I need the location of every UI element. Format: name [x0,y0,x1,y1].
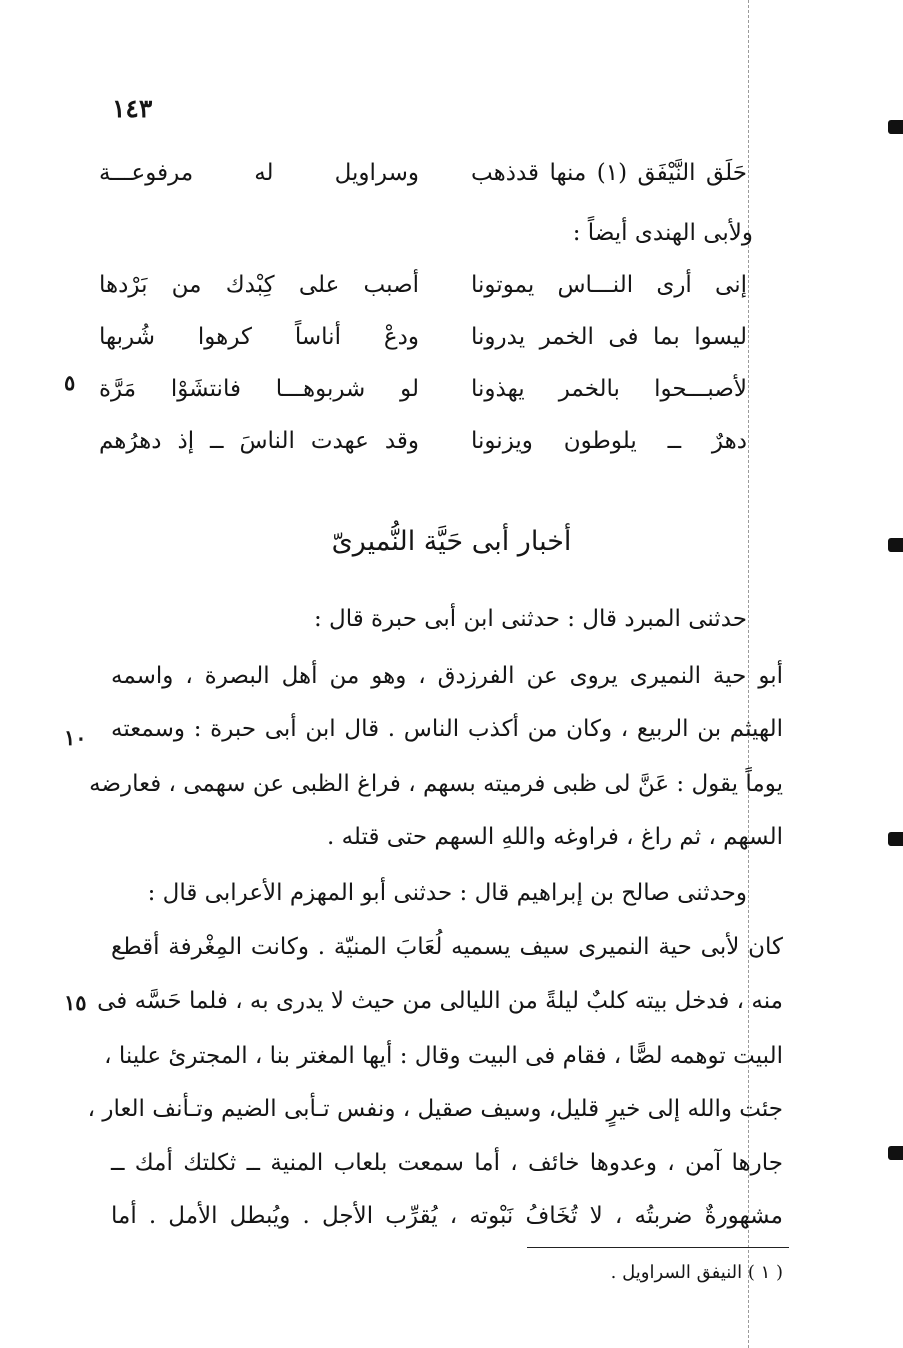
footnote-rule [527,1247,789,1248]
verse-hemistich-left: ليسوا بما فى الخمر يدرونا [471,324,747,350]
verse-hemistich-right: وقد عهدت الناسَ ــ إذ دهرُهم [99,428,419,454]
prose-line: جارها آمن ، وعدوها خائف ، أما سمعت بلعاب المنية ــ ثكلتك أمك ــ [111,1150,783,1176]
line-number: ١٥ [64,990,87,1015]
binding-mark [888,1146,903,1160]
verse-hemistich-right: لو شربوهـــا فانتشَوْا مَرَّة [99,376,419,402]
verse-hemistich-right: ودعْ أناساً كرهوا شُربها [99,324,419,350]
verse-hemistich-right: وسراويل له مرفوعـــة [99,160,419,186]
prose-line: البيت توهمه لصًّا ، فقام فى البيت وقال : أيها المغتر بنا ، المجترئ علينا ، [104,1043,783,1069]
binding-mark [888,120,903,134]
prose-line: أبو حية النميرى يروى عن الفرزدق ، وهو من أهل البصرة ، واسمه [111,663,783,689]
prose-line: جئت والله إلى خيرٍ قليل، وسيف صقيل ، ونفس تـأبى الضيم وتـأنف العار ، [87,1096,783,1122]
binding-mark [888,832,903,846]
verse-hemistich-left: إنى أرى النـــاس يموتونا [471,272,747,298]
prose-line: حدثنى المبرد قال : حدثنى ابن أبى حبرة قال : [313,606,747,632]
verse-hemistich-right: أصبب على كِبْدك من بَرْدها [99,272,419,298]
line-number: ١٠ [64,725,87,750]
prose-line: يوماً يقول : عَنَّ لى ظبى فرميته بسهم ، فراغ الظبى عن سهمى ، فعارضه [89,771,783,797]
poem-intro: ولأبى الهندى أيضاً : [572,220,753,246]
prose-line: مشهورةٌ ضربتُه ، لا تُخَافُ نَبْوته ، يُقرِّب الأجل . ويُبطل الأمل . أما [111,1203,783,1229]
prose-line: منه ، فدخل بيته كلبٌ ليلةً من الليالى من حيث لا يدرى به ، فلما حَسَّه فى [97,988,783,1014]
verse-hemistich-left: لأصبـــحوا بالخمر يهذونا [471,376,747,402]
line-number: ٥ [64,370,76,395]
footnote: ( ١ ) النيفق السراويل . [610,1262,783,1283]
prose-line: كان لأبى حية النميرى سيف يسميه لُعَابَ المنيّة . وكانت المِغْرفة أقطع [111,934,783,960]
prose-line: الهيثم بن الربيع ، وكان من أكذب الناس . قال ابن أبى حبرة : وسمعته [111,716,783,742]
prose-line: السهم ، ثم راغ ، فراوغه واللهِ السهم حتى قتله . [326,824,783,850]
verse-hemistich-left: حَلَق النَّيْفَق (١) منها قدذهب [471,160,747,186]
section-heading: أخبار أبى حَيَّة النُّميرىّ [331,526,572,557]
page-number: ١٤٣ [112,94,153,123]
verse-hemistich-left: دهرٌ ــ يلوطون ويزنونا [471,428,747,454]
prose-line: وحدثنى صالح بن إبراهيم قال : حدثنى أبو المهزم الأعرابى قال : [147,880,747,906]
